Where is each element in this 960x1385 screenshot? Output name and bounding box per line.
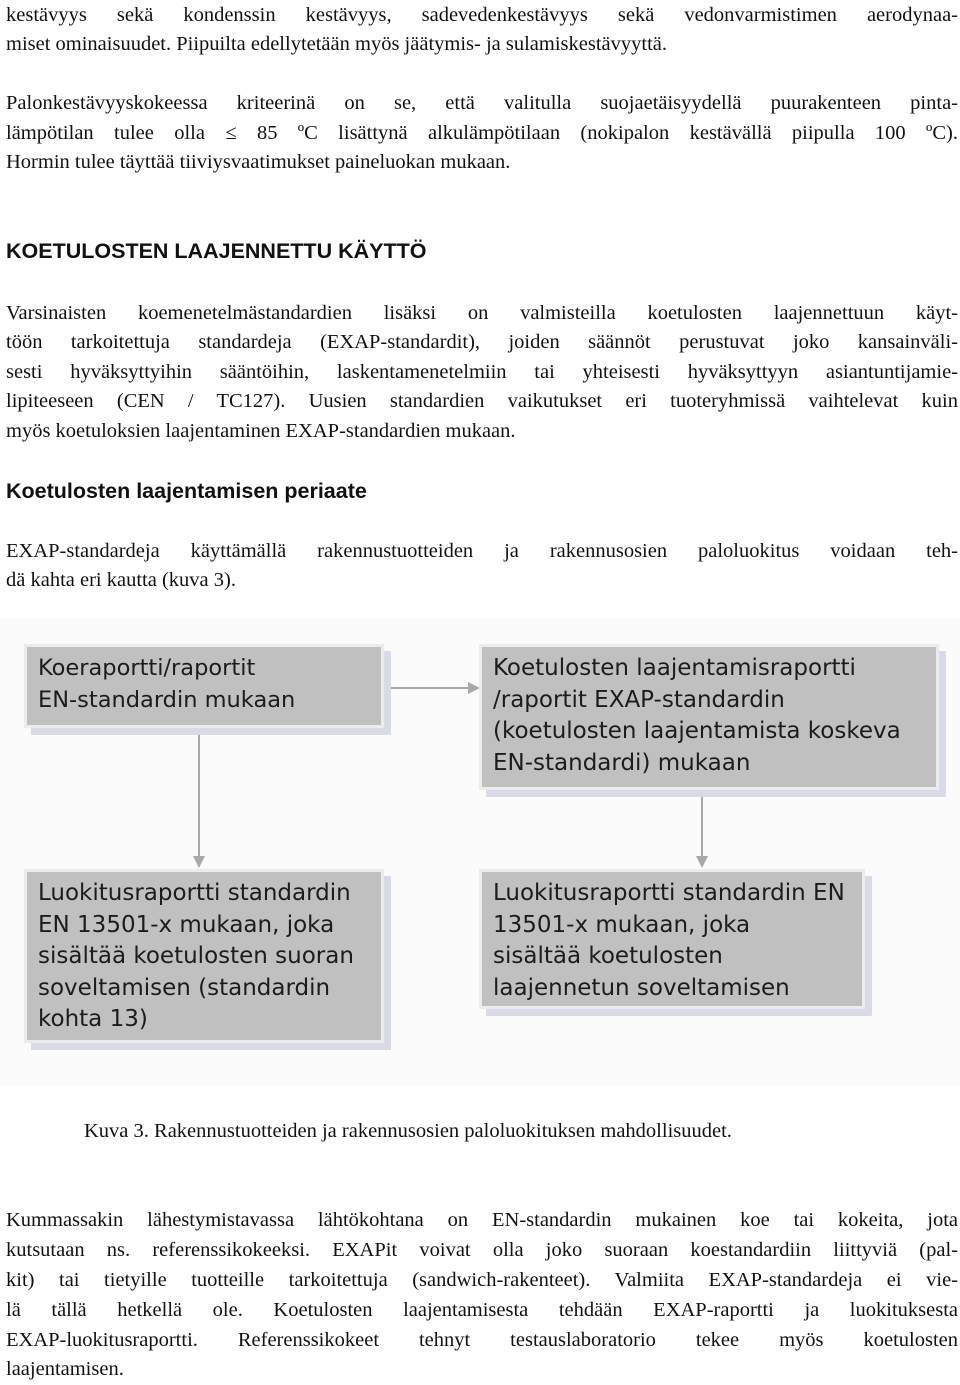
text-line: Kummassakin lähestymistavassa lähtökohtana on EN-standardin mukainen koe tai kokeita, jota (6, 1209, 958, 1231)
box-text-line: Koeraportti/raportit (38, 655, 256, 681)
text-line: dä kahta eri kautta (kuva 3). (6, 569, 236, 591)
arrow-down-left-line (198, 729, 200, 857)
text-line: EXAP-luokitusraportti. Referenssikokeet tehnyt testauslaboratorio tekee myös koetulosten (6, 1329, 958, 1351)
text-line: kutsutaan ns. referenssikokeeksi. EXAPit voivat olla joko suoraan koestandardiin liittyviä (pal- (6, 1239, 958, 1261)
box-text-line: Luokitusraportti standardin EN (493, 880, 845, 906)
box-text-line: kohta 13) (38, 1006, 148, 1032)
box-text-line: 13501-x mukaan, joka (493, 911, 751, 938)
box-text-line: /raportit EXAP-standardin (493, 686, 785, 713)
box-classification-extended (479, 869, 865, 1009)
box-text-line: (koetulosten laajentamista koskeva (493, 718, 901, 744)
text-line: myös koetuloksien laajentaminen EXAP-standardien mukaan. (6, 420, 516, 442)
text-line: lipiteeseen (CEN / TC127). Uusien standardien vaikutukset eri tuoteryhmissä vaihtelevat kuin (6, 390, 958, 412)
box-classification-direct (24, 869, 384, 1043)
arrow-down-left-head (193, 856, 205, 868)
text-line: Hormin tulee täyttää tiiviysvaatimukset paineluokan mukaan. (6, 151, 511, 173)
arrow-right-line (390, 687, 470, 689)
subsection-heading: Koetulosten laajentamisen periaate (6, 479, 367, 503)
box-test-report (24, 644, 384, 728)
section-heading: KOETULOSTEN LAAJENNETTU KÄYTTÖ (6, 239, 427, 263)
text-line: kit) tai tietyille tuotteille tarkoitettuja (sandwich-rakenteet). Valmiita EXAP-standardeja ei vie- (6, 1269, 958, 1291)
box-text-line: soveltamisen (standardin (38, 974, 331, 1001)
text-line: laajentamisen. (6, 1358, 124, 1380)
box-text-line: sisältää koetulosten (493, 943, 723, 969)
box-text-line: EN-standardi) mukaan (493, 749, 751, 776)
classification-flow-diagram (0, 618, 960, 1086)
box-text-line: Koetulosten laajentamisraportti (493, 655, 856, 681)
box-text-line: EN-standardin mukaan (38, 686, 296, 713)
text-line: miset ominaisuudet. Piipuilta edellytetään myös jäätymis- ja sulamiskestävyyttä. (6, 33, 668, 55)
text-line: lä tällä hetkellä ole. Koetulosten laajentamisesta tehdään EXAP-raportti ja luokituksesta (6, 1299, 958, 1321)
text-line: kestävyys sekä kondenssin kestävyys, sadevedenkestävyys sekä vedonvarmistimen aerodynaa- (6, 4, 958, 26)
arrow-down-right-line (701, 791, 703, 857)
box-text-line: laajennetun soveltamisen (493, 974, 790, 1001)
figure-caption: Kuva 3. Rakennustuotteiden ja rakennusosien paloluokituksen mahdollisuudet. (84, 1120, 732, 1142)
text-line: EXAP-standardeja käyttämällä rakennustuotteiden ja rakennusosien paloluokitus voidaan teh- (6, 540, 958, 562)
text-line: Palonkestävyyskokeessa kriteerinä on se, että valitulla suojaetäisyydellä puurakenteen pinta- (6, 92, 958, 114)
box-text-line: sisältää koetulosten suoran (38, 943, 354, 969)
box-text-line: EN 13501-x mukaan, joka (38, 911, 335, 938)
box-exap-report (479, 644, 939, 790)
box-text-line: Luokitusraportti standardin (38, 880, 351, 906)
text-line: töön tarkoitettuja standardeja (EXAP-standardit), joiden säännöt perustuvat joko kansainväli- (6, 331, 958, 353)
text-line: Varsinaisten koemenetelmästandardien lisäksi on valmisteilla koetulosten laajennettuun käyt- (6, 302, 958, 324)
text-line: sesti hyväksyttyihin sääntöihin, laskentamenetelmiin tai yhteisesti hyväksyttyyn asiantuntijamie- (6, 361, 958, 383)
text-line: lämpötilan tulee olla ≤ 85 ºC lisättynä alkulämpötilaan (nokipalon kestävällä piipulla 100 ºC). (6, 122, 958, 144)
arrow-down-right-head (696, 856, 708, 868)
